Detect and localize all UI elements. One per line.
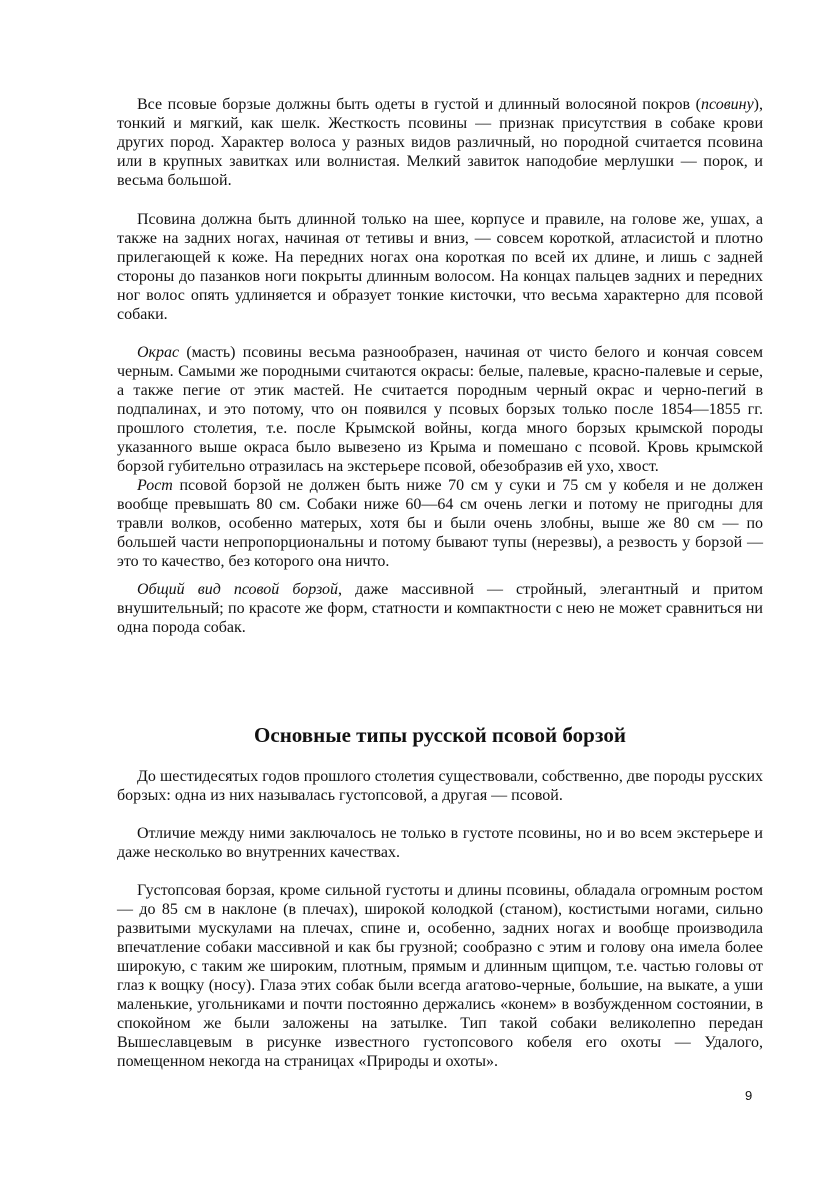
paragraph-gustopsovaya: Густопсовая борзая, кроме сильной густоты и длины псовины, обладала огромным ростом — до 85 см в наклоне (в плечах), широкой колодкой (станом), костистыми ногами, сильно развитыми мускулами на плечах, спине и, особенно, задних ногах и вообще производила впечатление собаки массивной и как бы грузной; сообразно с этим и голову она имела более широкую, с таким же широким, плотным, прямым и длинным щипцом, т.е. частью головы от глаз к вощку (носу). Глаза этих собак были всегда агатово-черные, большие, на выкате, а уши маленькие, угольниками и почти постоянно держались «конем» в возбужденном состоянии, в спокойном же были заложены на затылке. Тип такой собаки великолепно передан Вышеславцевым в рисунке известного густопсового кобеля его охоты — Удалого, помещенном некогда на страницах «Природы и охоты». xyxy=(117,882,763,1070)
text: , даже массивной — стройный, элегантный и притом внушительный; по красоте же форм, статности и компактности с нею не может сравниться ни одна порода собак. xyxy=(117,581,763,636)
page-number: 9 xyxy=(745,1088,753,1103)
paragraph-height xyxy=(117,476,763,571)
paragraph-two-breeds: До шестидесятых годов прошлого столетия существовали, собственно, две породы русских борзых: одна из них называлась густопсовой, а другая — псовой. xyxy=(117,768,763,804)
text: Все псовые борзые должны быть одеты в густой и длинный волосяной покров ( xyxy=(137,96,701,113)
paragraph-coat-length xyxy=(117,210,763,324)
paragraph-coat xyxy=(117,95,763,190)
text: (масть) псовины весьма разнообразен, начиная от чисто белого и кончая совсем черным. Самыми же породными считаются окрасы: белые, палевые, красно-палевые и серые, а также пегие от этик мастей. Не считается породным черный окрас и черно-пегий в подпалинах, и это потому, что он появился у псовых борзых только после 1854—1855 гг. прошлого столетия, т.е. после Крымской войны, когда много борзых крымской породы указанного выше окраса было вывезено из Крыма и помешано с псовой. Кровь крымской борзой губительно отразилась на экстерьере псовой, обезобразив ей ухо, хвост. xyxy=(117,344,763,475)
text: псовой борзой не должен быть ниже 70 см у суки и 75 см у кобеля и не должен вообще превышать 80 см. Собаки ниже 60—64 см очень легки и потому не пригодны для травли волков, особенно матерых, хотя бы и были очень злобны, выше же 80 см — по большей части непропорциональны и потому бывают тупы (нерезвы), а резвость у борзой — это то качество, без которого она ничто. xyxy=(117,477,763,570)
section-heading: Основные типы русской псовой борзой xyxy=(254,723,626,747)
paragraph-color xyxy=(117,343,763,476)
italic-term: псовину xyxy=(700,96,754,113)
text: Псовина должна быть длинной только на шее, корпусе и правиле, на голове же, ушах, а также на задних ногах, начиная от тетивы и вниз, — совсем короткой, атласистой и плотно прилегающей к коже. На передних ногах она короткая по всей их длине, и лишь с задней стороны до пазанков ноги покрыты длинным волосом. На концах пальцев задних и передних ног волос опять удлиняется и образует тонкие кисточки, что весьма характерно для псовой собаки. xyxy=(117,211,763,323)
paragraph-general-view xyxy=(117,580,763,637)
italic-term: Общий вид псовой борзой xyxy=(137,581,339,598)
italic-term: Рост xyxy=(137,477,173,494)
paragraph-difference: Отличие между ними заключалось не только в густоте псовины, но и во всем экстерьере и даже несколько во внутренних качествах. xyxy=(117,825,763,861)
text: ), тонкий и мягкий, как шелк. Жесткость псовины — признак присутствия в собаке крови других пород. Характер волоса у разных видов различный, но породной считается псовина или в крупных завитках или волнистая. Мелкий завиток наподобие мерлушки — порок, и весьма большой. xyxy=(117,96,763,189)
italic-term: Окрас xyxy=(137,344,180,361)
